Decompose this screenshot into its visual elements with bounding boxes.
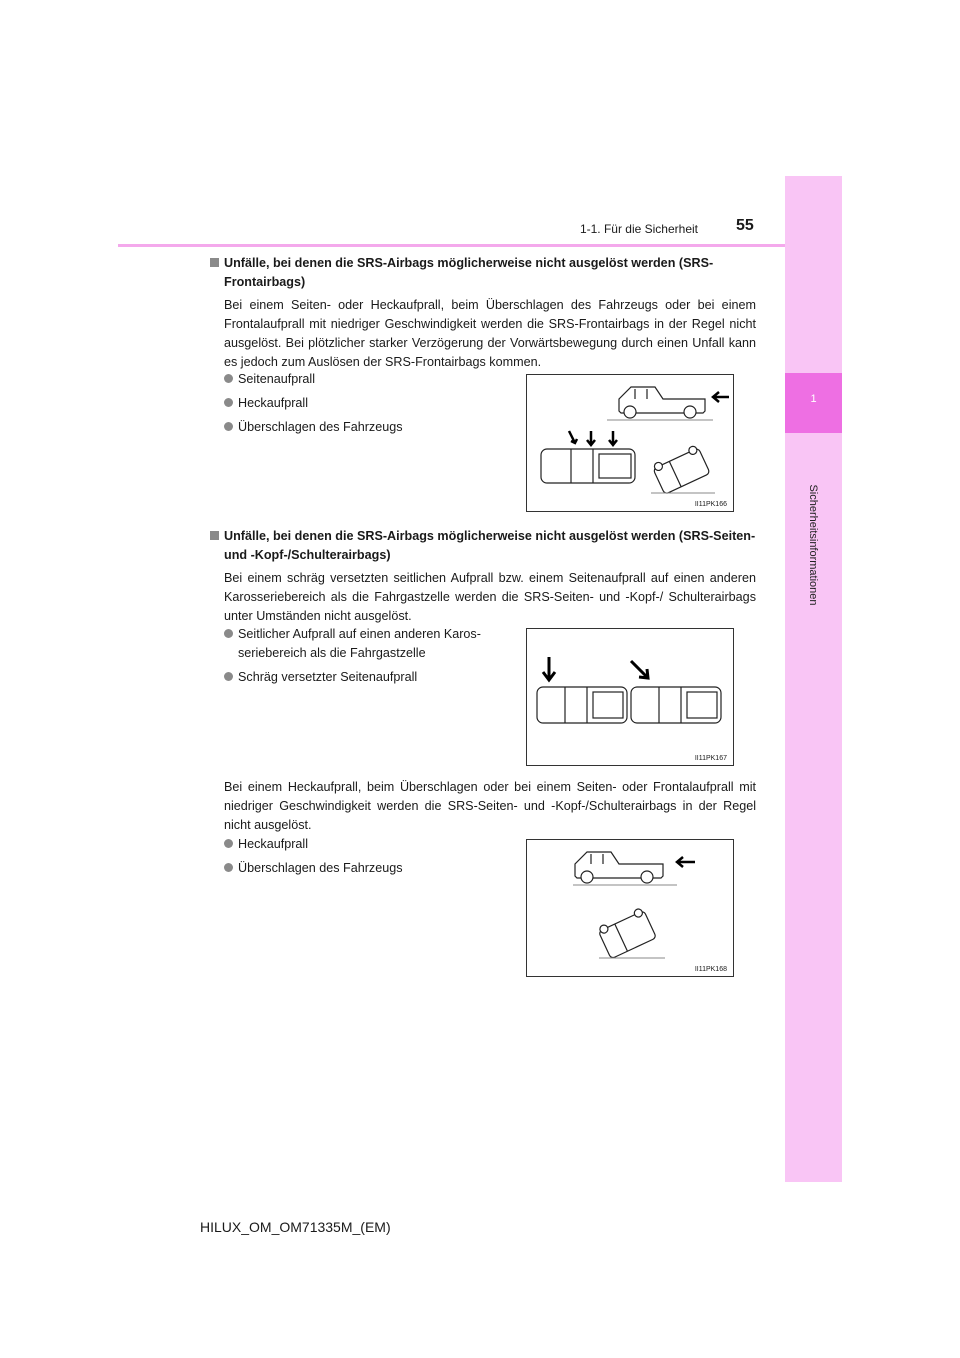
circle-bullet-icon — [224, 398, 233, 407]
section-heading — [210, 527, 759, 565]
list-item: Überschlagen des Fahrzeugs — [224, 859, 518, 878]
chapter-sidebar — [785, 176, 842, 1182]
list-item: Heckaufprall — [224, 394, 518, 413]
list-item: Seitlicher Aufprall auf einen anderen Karosseriebereich als die Fahrgastzelle — [224, 625, 518, 663]
bullet-list — [224, 835, 518, 881]
figure-code: II11PK166 — [694, 501, 727, 508]
truck-illustration — [527, 629, 733, 765]
section-heading — [210, 254, 759, 292]
paragraph: Bei einem schräg versetzten seitlichen Aufprall bzw. einem Seitenaufprall auf einen anderen Karosseriebereich als die Fahrgastzelle werden die SRS-Seiten- und -Kopf-/ Schulterairbags unter Umständen nicht ausgelöst. — [224, 571, 756, 623]
truck-illustration — [527, 840, 733, 976]
circle-bullet-icon — [224, 422, 233, 431]
section-rear-rollover-note — [210, 778, 756, 835]
figure-rear-rollover — [526, 839, 734, 977]
heading-text: Unfälle, bei denen die SRS-Airbags möglicherweise nicht ausgelöst werden (SRS-Frontairbags) — [224, 256, 714, 289]
figure-side-rear-rollover — [526, 374, 734, 512]
figure-code: II11PK168 — [694, 966, 727, 973]
list-item: Schräg versetzter Seitenaufprall — [224, 668, 518, 687]
circle-bullet-icon — [224, 672, 233, 681]
circle-bullet-icon — [224, 839, 233, 848]
list-item: Heckaufprall — [224, 835, 518, 854]
circle-bullet-icon — [224, 374, 233, 383]
heading-text: Unfälle, bei denen die SRS-Airbags möglicherweise nicht ausgelöst werden (SRS-Seiten- und -Kopf-/Schulterairbags) — [224, 529, 756, 562]
paragraph: Bei einem Heckaufprall, beim Überschlagen oder bei einem Seiten- oder Frontalaufprall mit niedriger Geschwindigkeit werden die SRS-Seiten- und -Kopf-/Schulterairbags in der Regel nicht ausgelöst. — [224, 780, 756, 832]
truck-illustration — [527, 375, 733, 511]
circle-bullet-icon — [224, 863, 233, 872]
paragraph: Bei einem Seiten- oder Heckaufprall, beim Überschlagen des Fahrzeugs oder bei einem Frontalaufprall mit niedriger Geschwindigkeit werden die SRS-Frontairbags in der Regel nicht ausgelöst. Bei plötzlicher starker Verzögerung der Vorwärtsbewegung durch einen Unfall kann es jedoch zum Auslösen der SRS-Frontairbags kommen. — [224, 298, 756, 369]
section-frontairbags — [210, 254, 759, 372]
figure-oblique-side-impact — [526, 628, 734, 766]
list-item: Überschlagen des Fahrzeugs — [224, 418, 518, 437]
square-bullet-icon — [210, 531, 219, 540]
circle-bullet-icon — [224, 629, 233, 638]
figure-code: II11PK167 — [694, 755, 727, 762]
section-side-curtain-airbags — [210, 527, 759, 626]
header-divider — [118, 244, 785, 247]
square-bullet-icon — [210, 258, 219, 267]
document-code: HILUX_OM_OM71335M_(EM) — [200, 1219, 391, 1235]
list-item: Seitenaufprall — [224, 370, 518, 389]
chapter-number: 1 — [810, 393, 817, 405]
bullet-list — [224, 625, 518, 690]
section-title: 1-1. Für die Sicherheit — [579, 222, 698, 236]
page-number: 55 — [736, 217, 754, 234]
chapter-label: Sicherheitsinformationen — [807, 484, 819, 606]
bullet-list — [224, 370, 518, 440]
